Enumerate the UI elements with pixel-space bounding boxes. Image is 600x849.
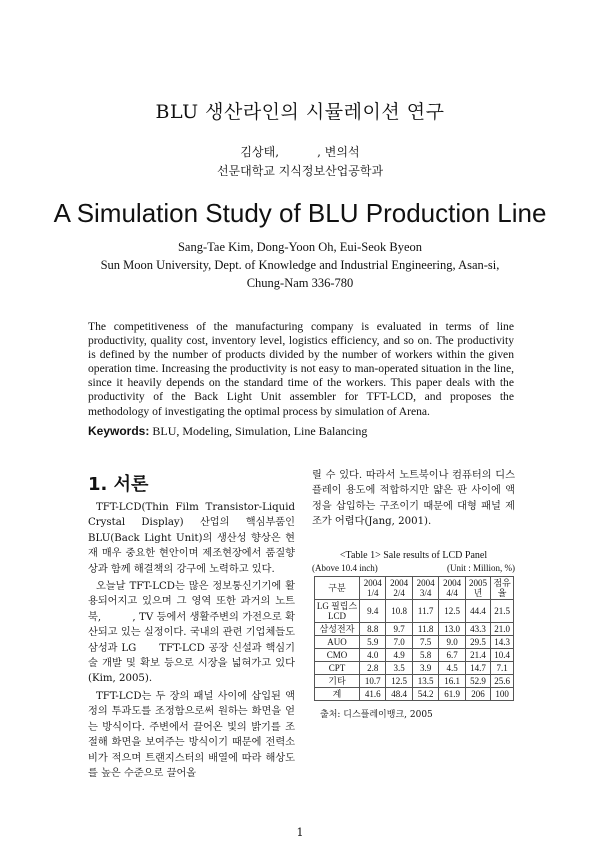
paragraph: 오늘날 TFT-LCD는 많은 정보통신기기에 활용되어지고 있으며 그 영역 또한 과거의 노트북, , TV 등에서 생활주변의 가전으로 확산되고 있는 실정이다. 국내의 관련 기업체들도 삼성과 LG TFT-LCD 공장 신설과 핵심기술 개발 및 확보 등으로 시장을 넓혀가고 있다(Kim, 2005). [88,581,299,685]
table-cell: 41.6 [360,688,386,701]
table-header-cell: 2004 3/4 [412,577,438,600]
table-row [315,649,514,662]
table-cell: 14.3 [491,636,514,649]
table-cell: 4.9 [386,649,412,662]
table-cell: 61.9 [439,688,465,701]
left-column [88,500,299,783]
table-header-cell: 점유율 [491,577,514,600]
table-subcaption [312,563,515,573]
table-cell: CPT [315,662,360,675]
table-cell: 8.8 [360,623,386,636]
korean-affiliation: 선문대학교 지식정보산업공학과 [216,164,384,178]
table-cell: 21.5 [491,600,514,623]
table-header-cell: 2004 4/4 [439,577,465,600]
table-cell: 206 [465,688,490,701]
table-cell: 43.3 [465,623,490,636]
table-cell: 44.4 [465,600,490,623]
korean-authors: 김상태, , 변의석 [240,145,360,159]
table-cell: 25.6 [491,675,514,688]
table-cell: 5.8 [412,649,438,662]
table-cell: 13.5 [412,675,438,688]
table-cell: LG 필립스 LCD [315,600,360,623]
table-header-cell: 2004 1/4 [360,577,386,600]
table-cell: 7.5 [412,636,438,649]
paragraph: TFT-LCD는 두 장의 패널 사이에 삽입된 액정의 투과도를 조정함으로써 원하는 화면을 얻는 방식이다. 주변에서 끌어온 빛의 밝기를 조절해 화면을 보여주는 방식이기 때문에 전력소비가 적으며 트랜지스터의 배열에 따라 해상도를 높은 수준으로 끌어올 [88,690,295,779]
table-cell: 52.9 [465,675,490,688]
table-cell: 12.5 [439,600,465,623]
table-cell: 10.4 [491,649,514,662]
table-cell: 기타 [315,675,360,688]
table-row [315,600,514,623]
table-cell: 3.9 [412,662,438,675]
keywords [88,424,367,439]
table-cell: 9.0 [439,636,465,649]
table-cell: 7.0 [386,636,412,649]
table-cell: 14.7 [465,662,490,675]
table-cell: 계 [315,688,360,701]
table-cell: 삼성전자 [315,623,360,636]
table-cell: 6.7 [439,649,465,662]
table-header-row [315,577,514,600]
table-row [315,688,514,701]
english-affiliation-line-1: Sun Moon University, Dept. of Knowledge and Industrial Engineering, Asan-si, [100,258,500,272]
table-caption: <Table 1> Sale results of LCD Panel [339,550,488,561]
table-cell: 10.7 [360,675,386,688]
table-cell: 12.5 [386,675,412,688]
english-authors: Sang-Tae Kim, Dong-Yoon Oh, Eui-Seok Byeon [177,240,423,254]
section-heading-introduction: 1. 서론 [88,474,149,495]
abstract: The competitiveness of the manufacturing company is evaluated in terms of line productivity, quality cost, inventory level, logistics efficiency, and so on. The productivity is defined by the number of products divided by the number of workers within the given operation time. Increasing the productivity is not easy to man-operated situation in the line, since it heavily depends on the standard time of the workers. This paper deals with the productivity of the Back Light Unit assembler for TFT-LCD, and proposes the methodology of investigating the optimal process by simulation of Arena. [88,320,514,418]
table-cell: AUO [315,636,360,649]
table-header-cell: 2005 년 [465,577,490,600]
table-cell: CMO [315,649,360,662]
table-row [315,675,514,688]
table-row [315,662,514,675]
table-cell: 54.2 [412,688,438,701]
table-cell: 4.5 [439,662,465,675]
paragraph: 릴 수 있다. 따라서 노트북이나 컴퓨터의 디스플레이 용도에 적합하지만 얇은 판 사이에 액정을 삽입하는 구조이기 때문에 대형 패널 제조가 어렵다(Jang, 2001). [312,470,515,528]
table-header-cell: 2004 2/4 [386,577,412,600]
table-cell: 48.4 [386,688,412,701]
table-cell: 9.4 [360,600,386,623]
table-cell: 21.4 [465,649,490,662]
page-number: 1 [296,826,304,839]
right-column [312,468,515,532]
table-row [315,636,514,649]
table-row [315,623,514,636]
table-header-cell: 구분 [315,577,360,600]
table-subcaption-left: (Above 10.4 inch) [312,563,378,573]
table-cell: 4.0 [360,649,386,662]
table-subcaption-right: (Unit : Million, %) [447,563,515,573]
table-cell: 7.1 [491,662,514,675]
table-cell: 13.0 [439,623,465,636]
table-cell: 21.0 [491,623,514,636]
table-cell: 3.5 [386,662,412,675]
keywords-list: BLU, Modeling, Simulation, Line Balancing [149,424,368,438]
table-cell: 9.7 [386,623,412,636]
paragraph: TFT-LCD(Thin Film Transistor-Liquid Crystal Display) 산업의 핵심부품인 BLU(Back Light Unit)의 생산성 향상은 현재 매우 중요한 현안이며 제조현장에서 품질향상과 함께 해결책의 강구에 노력하고 있다. [88,502,295,575]
table-cell: 5.9 [360,636,386,649]
keywords-label: Keywords: [88,424,150,438]
korean-title: BLU 생산라인의 시뮬레이션 연구 [155,101,445,123]
table-cell: 100 [491,688,514,701]
table-cell: 2.8 [360,662,386,675]
english-affiliation-line-2: Chung-Nam 336-780 [246,276,354,290]
table-cell: 10.8 [386,600,412,623]
sales-table [314,576,514,701]
table-cell: 11.8 [412,623,438,636]
table-cell: 11.7 [412,600,438,623]
table-cell: 29.5 [465,636,490,649]
english-title: A Simulation Study of BLU Production Line [53,198,547,228]
table-source-note: 출처: 디스플레이뱅크, 2005 [320,710,433,720]
table-cell: 16.1 [439,675,465,688]
